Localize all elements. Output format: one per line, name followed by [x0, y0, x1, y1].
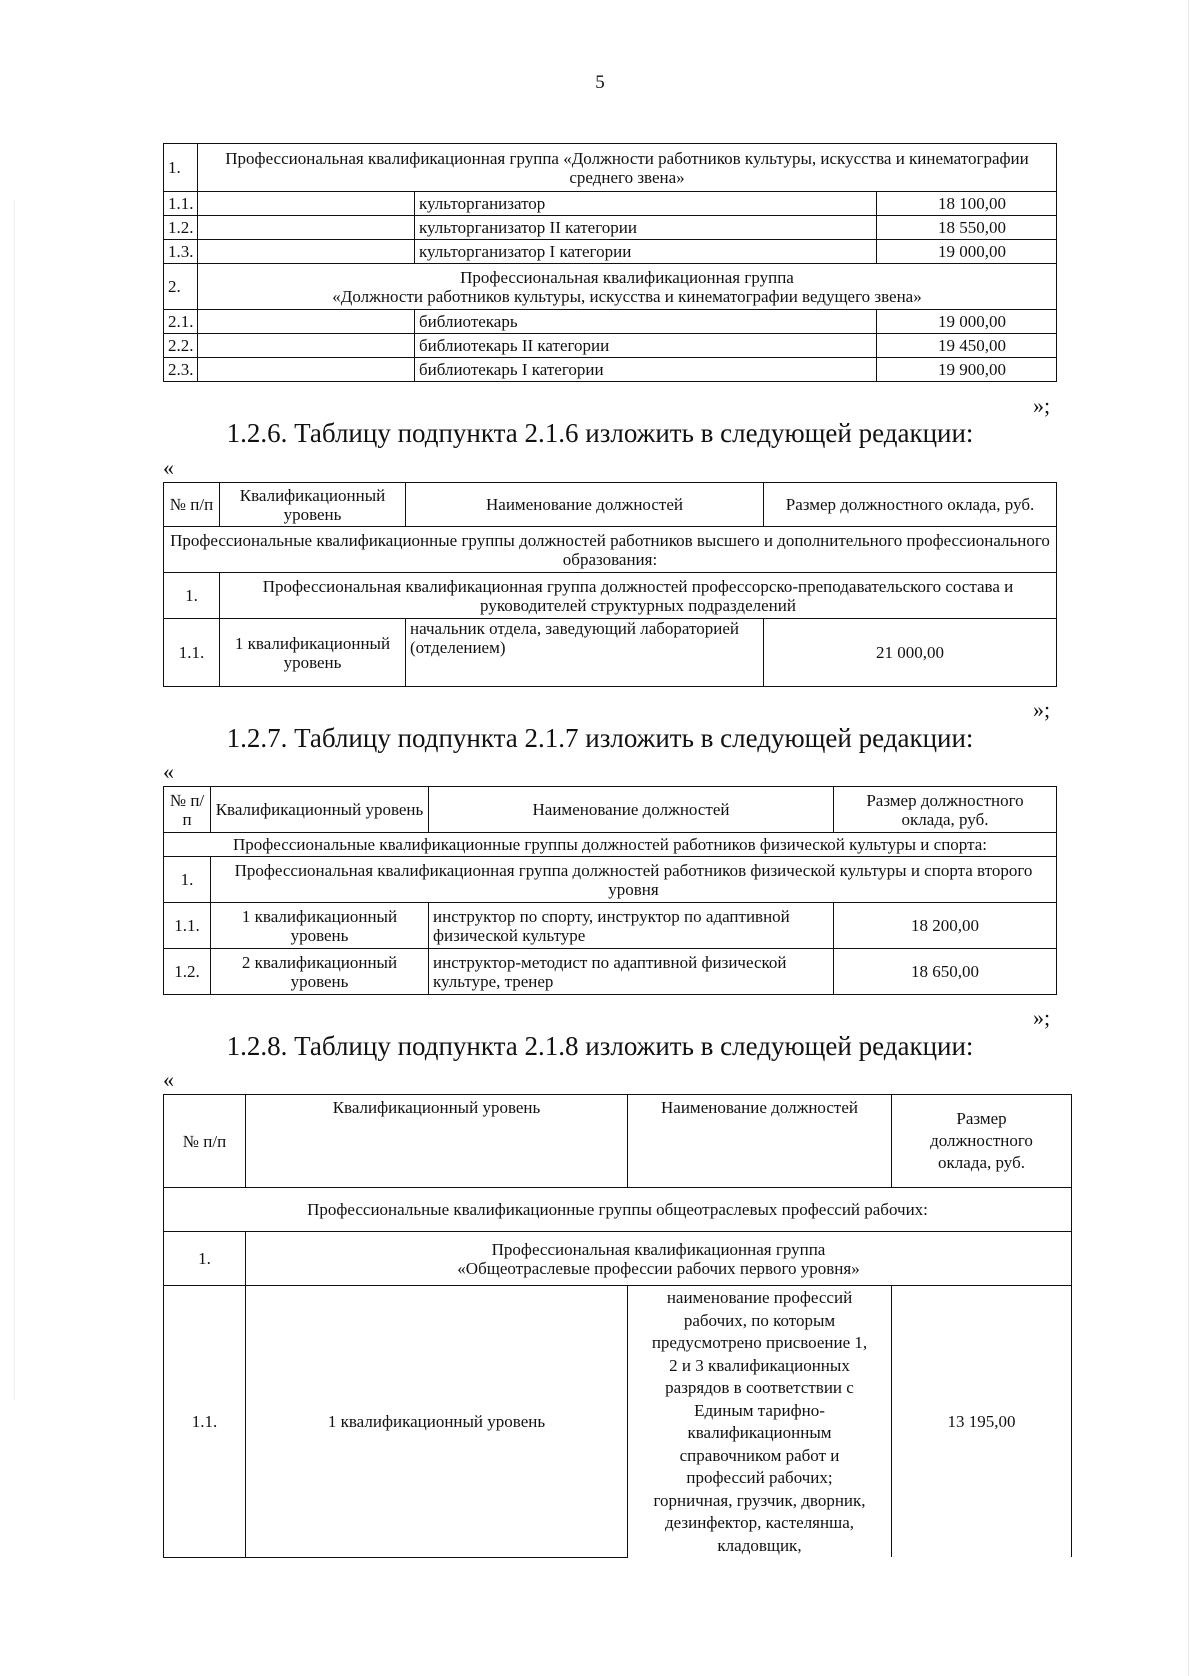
header-number: № п/п [164, 483, 220, 527]
table-row [164, 619, 1057, 687]
group-row [164, 1232, 1072, 1286]
group-title-line: «Общеотраслевые профессии рабочих первого уровня» [457, 1258, 860, 1278]
higher-education-table [163, 482, 1057, 687]
header-salary: Размер должностного оклада, руб. [764, 483, 1057, 527]
closing-quote: »; [1033, 697, 1051, 722]
row-position: инструктор по спорту, инструктор по адаптивной физической культуре [429, 903, 834, 949]
section-heading-216: 1.2.6. Таблицу подпункта 2.1.6 изложить в следующей редакции: [226, 418, 974, 448]
row-salary: 21 000,00 [764, 619, 1057, 687]
row-number: 1.1. [164, 192, 198, 216]
row-position: библиотекарь I категории [415, 358, 877, 382]
scan-edge-mark [14, 200, 15, 1400]
row-salary: 19 000,00 [877, 310, 1057, 334]
group-title: Профессиональная квалификационная группа должностей профессорско-преподавательского состава и руководителей структурных подразделений [220, 573, 1057, 619]
row-salary: 19 450,00 [877, 334, 1057, 358]
table-row [164, 334, 1057, 358]
row-salary: 18 100,00 [877, 192, 1057, 216]
table-row [164, 310, 1057, 334]
row-level [198, 358, 415, 382]
category-title: Профессиональные квалификационные группы общеотраслевых профессий рабочих: [164, 1188, 1072, 1232]
opening-quote: « [163, 1067, 174, 1092]
row-number: 2.1. [164, 310, 198, 334]
header-level: Квалификационный уровень [211, 787, 429, 833]
opening-quote: « [163, 759, 174, 784]
group-title: Профессиональная квалификационная группа «Должности работников культуры, искусства и кинематографии среднего звена» [198, 144, 1057, 192]
group-title-line: Профессиональная квалификационная группа [460, 267, 794, 287]
table-row [164, 216, 1057, 240]
group-row [164, 857, 1057, 903]
row-number: 2.2. [164, 334, 198, 358]
group-title: Профессиональная квалификационная группа должностей работников физической культуры и спорта второго уровня [211, 857, 1057, 903]
row-position: библиотекарь II категории [415, 334, 877, 358]
row-position: начальник отдела, заведующий лабораторией (отделением) [406, 619, 764, 687]
group-title-line: «Должности работников культуры, искусства и кинематографии ведущего звена» [332, 286, 922, 306]
table-row [164, 903, 1057, 949]
header-level: Квалификационный уровень [246, 1095, 628, 1188]
row-level: 1 квалификационный уровень [246, 1286, 628, 1558]
header-position: Наименование должностей [628, 1095, 892, 1188]
culture-positions-table [163, 143, 1057, 382]
table-header [164, 483, 1057, 527]
workers-professions-table [163, 1094, 1072, 1558]
row-number: 1.1. [164, 903, 211, 949]
closing-quote: »; [1033, 393, 1051, 418]
scan-edge-mark [1188, 0, 1189, 1676]
row-salary: 18 550,00 [877, 216, 1057, 240]
row-level [198, 310, 415, 334]
row-number: 1.2. [164, 216, 198, 240]
group-number: 1. [164, 573, 220, 619]
row-level: 2 квалификационный уровень [211, 949, 429, 995]
table-row [164, 192, 1057, 216]
row-salary: 18 650,00 [834, 949, 1057, 995]
row-position: культорганизатор [415, 192, 877, 216]
page-number: 5 [595, 72, 605, 93]
row-level: 1 квалификационный уровень [211, 903, 429, 949]
header-number: № п/п [164, 787, 211, 833]
row-salary: 19 900,00 [877, 358, 1057, 382]
row-number: 2.3. [164, 358, 198, 382]
header-salary: Размер должностного оклада, руб. [834, 787, 1057, 833]
group-row [164, 144, 1057, 192]
section-heading-218: 1.2.8. Таблицу подпункта 2.1.8 изложить в следующей редакции: [226, 1031, 974, 1061]
row-salary: 18 200,00 [834, 903, 1057, 949]
table-header [164, 1095, 1072, 1188]
header-position: Наименование должностей [406, 483, 764, 527]
row-number: 1.1. [164, 619, 220, 687]
group-number: 1. [164, 857, 211, 903]
header-position: Наименование должностей [429, 787, 834, 833]
header-number: № п/п [164, 1095, 246, 1188]
group-row [164, 573, 1057, 619]
category-title: Профессиональные квалификационные группы должностей работников высшего и дополнительного профессионального образования: [164, 527, 1057, 573]
row-salary: 13 195,00 [892, 1286, 1072, 1558]
row-level [198, 216, 415, 240]
category-row [164, 833, 1057, 857]
row-position: библиотекарь [415, 310, 877, 334]
row-position: культорганизатор I категории [415, 240, 877, 264]
row-level [198, 240, 415, 264]
row-number: 1.2. [164, 949, 211, 995]
group-title-line: Профессиональная квалификационная группа [491, 1239, 826, 1259]
row-position: инструктор-методист по адаптивной физической культуре, тренер [429, 949, 834, 995]
row-number: 1.3. [164, 240, 198, 264]
category-title: Профессиональные квалификационные группы должностей работников физической культуры и спорта: [164, 833, 1057, 857]
group-title [246, 1232, 1072, 1286]
table-row [164, 1286, 1072, 1558]
table-row [164, 949, 1057, 995]
row-position: наименование профессий рабочих, по которым предусмотрено присвоение 1, 2 и 3 квалификационных разрядов в соответствии с Единым тарифно-квалификационным справочником работ и профессий рабочих; горничная, грузчик, дворник, дезинфектор, кастелянша, кладовщик, [628, 1286, 892, 1558]
row-position: культорганизатор II категории [415, 216, 877, 240]
group-number: 1. [164, 144, 198, 192]
row-level [198, 192, 415, 216]
table-row [164, 358, 1057, 382]
row-level [198, 334, 415, 358]
row-number: 1.1. [164, 1286, 246, 1558]
opening-quote: « [163, 455, 174, 480]
group-title [198, 264, 1057, 310]
row-level: 1 квалификационный уровень [220, 619, 406, 687]
group-row [164, 264, 1057, 310]
header-level: Квалификационный уровень [220, 483, 406, 527]
group-number: 2. [164, 264, 198, 310]
group-number: 1. [164, 1232, 246, 1286]
table-row [164, 240, 1057, 264]
section-heading-217: 1.2.7. Таблицу подпункта 2.1.7 изложить в следующей редакции: [226, 723, 974, 753]
table-header [164, 787, 1057, 833]
category-row [164, 527, 1057, 573]
closing-quote: »; [1033, 1005, 1051, 1030]
category-row [164, 1188, 1072, 1232]
row-salary: 19 000,00 [877, 240, 1057, 264]
sports-positions-table [163, 786, 1057, 995]
header-salary: Размер должностного оклада, руб. [892, 1095, 1072, 1188]
